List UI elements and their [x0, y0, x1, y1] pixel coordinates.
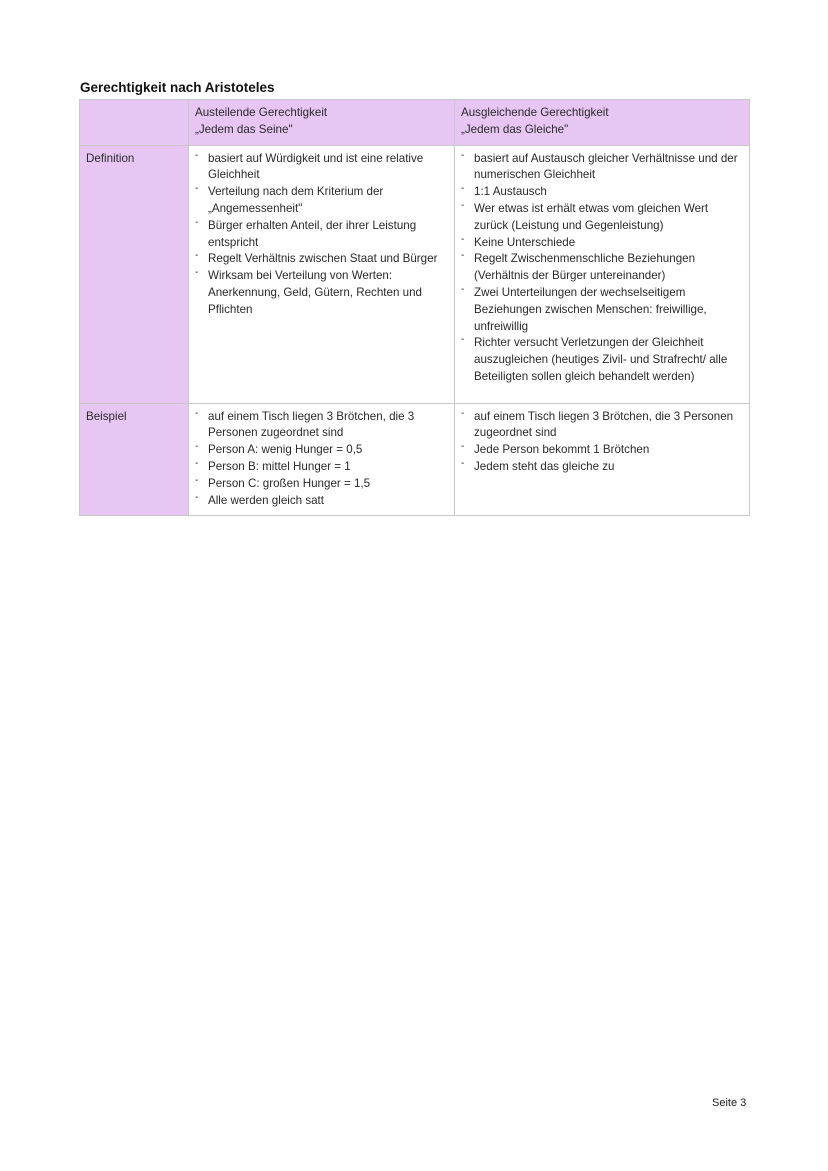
bullet-list — [195, 409, 448, 510]
list-item — [195, 151, 448, 185]
dash-bullet-icon: - — [195, 457, 199, 469]
list-item-text: Regelt Zwischenmenschliche Beziehungen (Verhältnis der Bürger untereinander) — [474, 252, 696, 283]
document-title: Gerechtigkeit nach Aristoteles — [80, 80, 275, 95]
comparison-table — [79, 99, 750, 516]
list-item-text: Person B: mittel Hunger = 1 — [208, 459, 351, 473]
list-item — [461, 409, 743, 443]
bullet-list — [195, 151, 448, 319]
bullet-list — [461, 151, 743, 386]
list-item — [195, 442, 448, 459]
list-item-text: Bürger erhalten Anteil, der ihrer Leistung entspricht — [208, 218, 417, 249]
list-item-text: Jede Person bekommt 1 Brötchen — [474, 443, 650, 457]
list-item — [461, 201, 743, 235]
list-item — [195, 459, 448, 476]
list-item — [461, 442, 743, 459]
dash-bullet-icon: - — [461, 183, 465, 195]
list-item-text: basiert auf Würdigkeit und ist eine relative Gleichheit — [208, 151, 424, 182]
header-austeilend-title: Austeilende Gerechtigkeit — [195, 106, 328, 119]
list-item-text: Regelt Verhältnis zwischen Staat und Bürger — [208, 252, 438, 266]
list-item — [461, 151, 743, 185]
dash-bullet-icon: - — [195, 183, 199, 195]
list-item — [461, 235, 743, 252]
cell-definition-austeilend — [189, 145, 455, 403]
row-label-definition: Definition — [80, 145, 189, 403]
list-item-text: Alle werden gleich satt — [208, 493, 324, 507]
dash-bullet-icon: - — [195, 491, 199, 503]
page-number: Seite 3 — [712, 1097, 747, 1109]
dash-bullet-icon: - — [461, 149, 465, 161]
table-header-row — [80, 100, 750, 146]
list-item — [195, 493, 448, 510]
dash-bullet-icon: - — [195, 216, 199, 228]
cell-definition-ausgleichend — [455, 145, 750, 403]
dash-bullet-icon: - — [195, 407, 199, 419]
list-item — [461, 184, 743, 201]
header-ausgleichend-motto: „Jedem das Gleiche" — [461, 122, 569, 136]
dash-bullet-icon: - — [461, 407, 465, 419]
list-item-text: Person A: wenig Hunger = 0,5 — [208, 443, 363, 457]
dash-bullet-icon: - — [195, 250, 199, 262]
list-item-text: Person C: großen Hunger = 1,5 — [208, 476, 371, 490]
list-item — [195, 476, 448, 493]
list-item — [461, 285, 743, 335]
list-item — [461, 335, 743, 385]
header-cell-austeilend — [189, 100, 455, 146]
list-item — [195, 409, 448, 443]
row-label-beispiel: Beispiel — [80, 403, 189, 516]
dash-bullet-icon: - — [195, 474, 199, 486]
list-item-text: Richter versucht Verletzungen der Gleichheit auszugleichen (heutiges Zivil- und Strafrecht/ alle Beteiligten sollen gleich behandelt werden) — [474, 336, 728, 383]
dash-bullet-icon: - — [461, 334, 465, 346]
dash-bullet-icon: - — [195, 149, 199, 161]
list-item-text: auf einem Tisch liegen 3 Brötchen, die 3 Personen zugeordnet sind — [208, 409, 415, 440]
list-item — [195, 218, 448, 252]
cell-beispiel-austeilend — [189, 403, 455, 516]
header-ausgleichend-title: Ausgleichende Gerechtigkeit — [461, 106, 609, 119]
list-item — [195, 268, 448, 318]
dash-bullet-icon: - — [461, 199, 465, 211]
dash-bullet-icon: - — [461, 233, 465, 245]
list-item-text: basiert auf Austausch gleicher Verhältnisse und der numerischen Gleichheit — [474, 151, 738, 182]
list-item-text: Verteilung nach dem Kriterium der „Angemessenheit" — [208, 185, 384, 215]
header-austeilend-motto: „Jedem das Seine" — [195, 122, 293, 136]
list-item — [461, 459, 743, 476]
list-item — [195, 184, 448, 218]
list-item — [195, 251, 448, 268]
dash-bullet-icon: - — [461, 283, 465, 295]
list-item-text: auf einem Tisch liegen 3 Brötchen, die 3 Personen zugeordnet sind — [474, 409, 734, 440]
list-item-text: Wirksam bei Verteilung von Werten: Anerkennung, Geld, Gütern, Rechten und Pflichten — [208, 269, 422, 316]
header-cell-ausgleichend — [455, 100, 750, 146]
list-item-text: Jedem steht das gleiche zu — [474, 459, 615, 473]
table-row-beispiel — [80, 403, 750, 516]
list-item-text: 1:1 Austausch — [474, 185, 547, 199]
list-item-text: Keine Unterschiede — [474, 235, 576, 249]
dash-bullet-icon: - — [195, 267, 199, 279]
list-item-text: Zwei Unterteilungen der wechselseitigem Beziehungen zwischen Menschen: freiwillige, unfreiwillig — [474, 285, 707, 333]
table-row-definition — [80, 145, 750, 403]
list-item-text: Wer etwas ist erhält etwas vom gleichen Wert zurück (Leistung und Gegenleistung) — [474, 201, 709, 232]
dash-bullet-icon: - — [195, 441, 199, 453]
cell-beispiel-ausgleichend — [455, 403, 750, 516]
bullet-list — [461, 409, 743, 476]
dash-bullet-icon: - — [461, 250, 465, 262]
dash-bullet-icon: - — [461, 457, 465, 469]
list-item — [461, 251, 743, 285]
dash-bullet-icon: - — [461, 441, 465, 453]
header-cell-empty — [80, 100, 189, 146]
